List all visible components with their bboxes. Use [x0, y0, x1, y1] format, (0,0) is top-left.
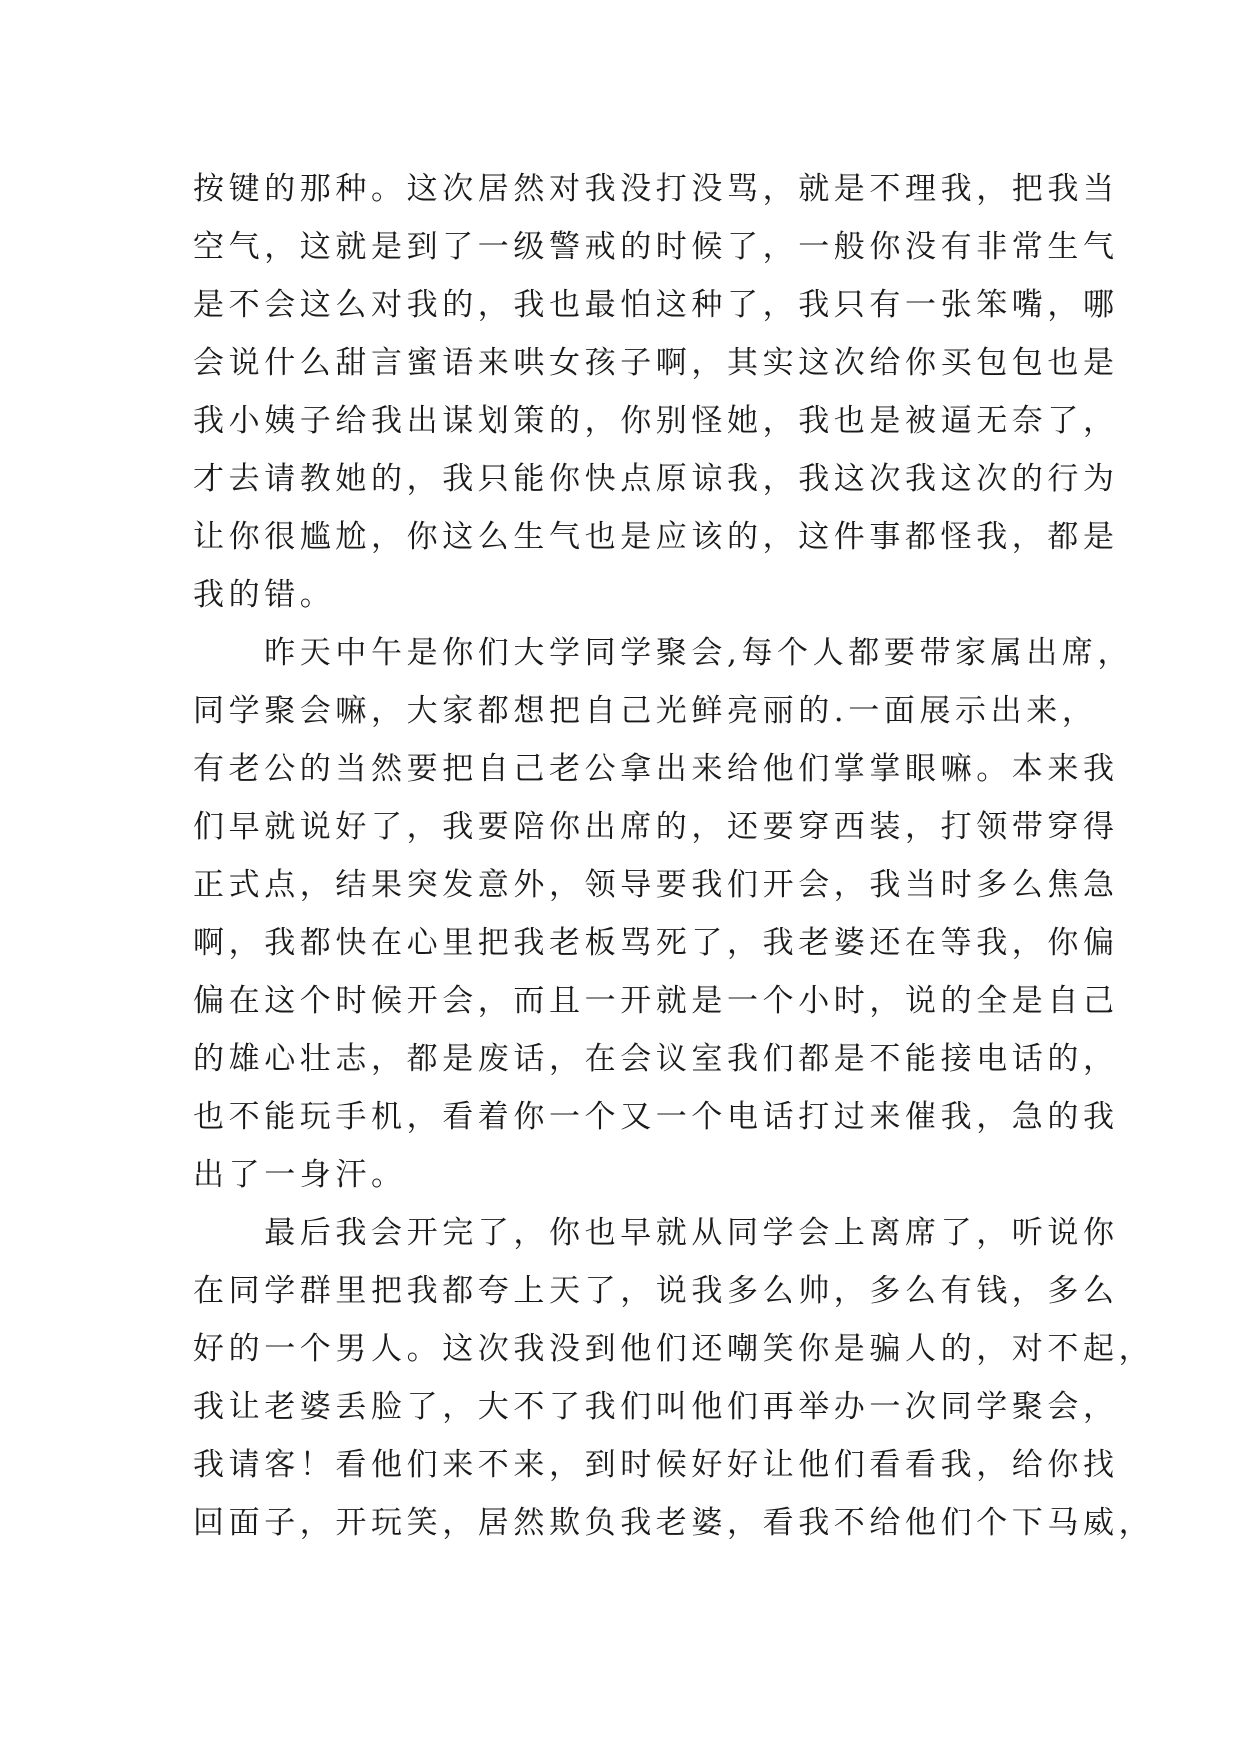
text-line: 我让老婆丢脸了，大不了我们叫他们再举办一次同学聚会， — [193, 1389, 1119, 1425]
text-line: 昨天中午是你们大学同学聚会,每个人都要带家属出席， — [193, 635, 1134, 671]
text-line: 的雄心壮志，都是废话，在会议室我们都是不能接电话的， — [193, 1041, 1119, 1077]
text-line: 才去请教她的，我只能你快点原谅我，我这次我这次的行为 — [193, 461, 1119, 497]
text-line: 好的一个男人。这次我没到他们还嘲笑你是骗人的，对不起， — [193, 1331, 1155, 1367]
text-line: 在同学群里把我都夸上天了，说我多么帅，多么有钱，多么 — [193, 1273, 1119, 1309]
paragraph-2 — [193, 624, 1134, 1204]
text-line: 同学聚会嘛，大家都想把自己光鲜亮丽的.一面展示出来， — [193, 693, 1098, 729]
text-line: 按键的那种。这次居然对我没打没骂，就是不理我，把我当 — [193, 171, 1119, 207]
paragraph-3 — [193, 1204, 1155, 1552]
text-line: 回面子，开玩笑，居然欺负我老婆，看我不给他们个下马威， — [193, 1505, 1155, 1541]
text-line: 啊，我都快在心里把我老板骂死了，我老婆还在等我，你偏 — [193, 925, 1119, 961]
document-body — [193, 160, 1155, 1552]
text-line: 我请客！看他们来不来，到时候好好让他们看看我，给你找 — [193, 1447, 1119, 1483]
text-line: 出了一身汗。 — [193, 1157, 407, 1193]
text-line: 我小姨子给我出谋划策的，你别怪她，我也是被逼无奈了， — [193, 403, 1119, 439]
text-line: 是不会这么对我的，我也最怕这种了，我只有一张笨嘴，哪 — [193, 287, 1119, 323]
text-line: 最后我会开完了，你也早就从同学会上离席了，听说你 — [193, 1215, 1119, 1251]
text-line: 有老公的当然要把自己老公拿出来给他们掌掌眼嘛。本来我 — [193, 751, 1119, 787]
text-line: 让你很尴尬，你这么生气也是应该的，这件事都怪我，都是 — [193, 519, 1119, 555]
text-line: 也不能玩手机，看着你一个又一个电话打过来催我，急的我 — [193, 1099, 1119, 1135]
text-line: 会说什么甜言蜜语来哄女孩子啊，其实这次给你买包包也是 — [193, 345, 1119, 381]
paragraph-1 — [193, 160, 1119, 624]
text-line: 们早就说好了，我要陪你出席的，还要穿西装，打领带穿得 — [193, 809, 1119, 845]
text-line: 正式点，结果突发意外，领导要我们开会，我当时多么焦急 — [193, 867, 1119, 903]
text-line: 空气，这就是到了一级警戒的时候了，一般你没有非常生气 — [193, 229, 1119, 265]
text-line: 偏在这个时候开会，而且一开就是一个小时，说的全是自己 — [193, 983, 1119, 1019]
text-line: 我的错。 — [193, 577, 336, 613]
